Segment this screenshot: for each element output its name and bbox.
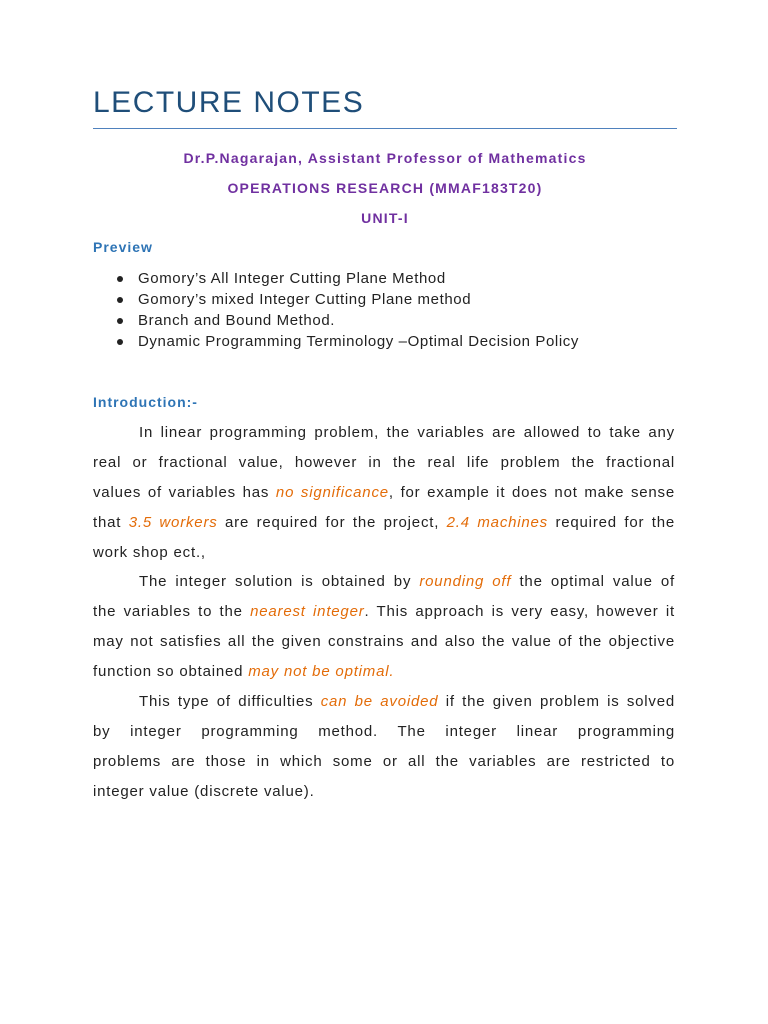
- text-run: required for the: [547, 514, 675, 531]
- text-line: In linear programming problem, the variables are allowed to take any: [139, 424, 675, 441]
- highlight-text: rounding off: [419, 573, 512, 590]
- list-item: [93, 310, 579, 331]
- introduction-paragraph-1: [93, 418, 675, 568]
- text-line: [93, 478, 675, 508]
- highlight-text: can be avoided: [320, 693, 439, 710]
- text-line: [93, 687, 675, 717]
- text-run: values of variables has: [93, 484, 276, 501]
- text-line: [93, 597, 675, 627]
- text-run: , for example it does not make sense: [388, 484, 675, 501]
- text-line: may not satisfies all the given constrains and also the value of the objective: [93, 633, 675, 650]
- text-run: that: [93, 514, 129, 531]
- unit-line: UNIT-I: [361, 210, 409, 226]
- text-run: if the given problem is solved: [438, 693, 675, 710]
- text-line: problems are those in which some or all the variables are restricted to: [93, 753, 675, 770]
- text-run: the optimal value of: [511, 573, 675, 590]
- list-item: [93, 331, 579, 352]
- list-item: [93, 289, 579, 310]
- page-title: LECTURE NOTES: [93, 86, 365, 119]
- bullet-icon: [117, 318, 123, 324]
- preview-heading: Preview: [93, 239, 153, 255]
- highlight-text: no significance: [275, 484, 389, 501]
- bullet-icon: [117, 276, 123, 282]
- text-run: the variables to the: [93, 603, 251, 620]
- highlight-text: 3.5 workers: [128, 514, 218, 531]
- highlight-text: may not be optimal.: [248, 663, 395, 680]
- list-item-text: Gomory’s mixed Integer Cutting Plane method: [138, 291, 472, 308]
- bullet-icon: [117, 339, 123, 345]
- list-item-text: Gomory’s All Integer Cutting Plane Method: [138, 270, 446, 287]
- introduction-paragraph-3: [93, 687, 675, 807]
- list-item-text: Dynamic Programming Terminology –Optimal Decision Policy: [138, 333, 579, 350]
- list-item: [93, 268, 579, 289]
- introduction-heading: Introduction:-: [93, 394, 198, 410]
- text-run: This type of difficulties: [139, 693, 321, 710]
- preview-list: [93, 268, 579, 352]
- text-line: integer value (discrete value).: [93, 783, 315, 800]
- text-run: . This approach is very easy, however it: [364, 603, 675, 620]
- text-line: [93, 508, 675, 538]
- text-run: function so obtained: [93, 663, 249, 680]
- text-line: work shop ect.,: [93, 544, 206, 561]
- text-line: [93, 657, 675, 687]
- text-line: [93, 567, 675, 597]
- introduction-paragraph-2: [93, 567, 675, 687]
- list-item-text: Branch and Bound Method.: [138, 312, 336, 329]
- bullet-icon: [117, 297, 123, 303]
- text-line: real or fractional value, however in the real life problem the fractional: [93, 454, 675, 471]
- text-run: are required for the project,: [217, 514, 447, 531]
- text-run: The integer solution is obtained by: [139, 573, 420, 590]
- title-divider: [93, 128, 677, 129]
- highlight-text: 2.4 machines: [446, 514, 548, 531]
- text-line: by integer programming method. The integer linear programming: [93, 723, 675, 740]
- highlight-text: nearest integer: [250, 603, 365, 620]
- course-line: OPERATIONS RESEARCH (MMAF183T20): [227, 180, 543, 196]
- author-line: Dr.P.Nagarajan, Assistant Professor of Mathematics: [183, 150, 587, 166]
